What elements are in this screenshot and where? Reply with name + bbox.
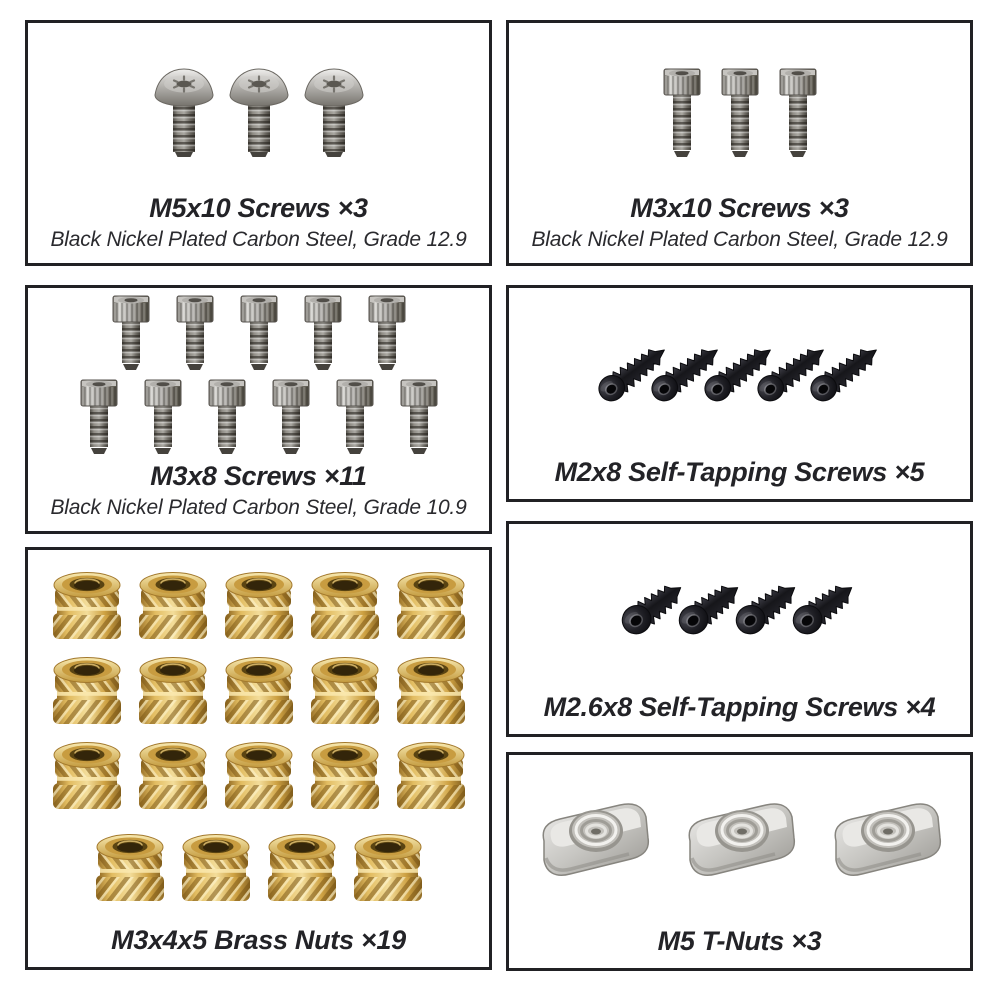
brass-insert-icon <box>134 739 212 813</box>
m2x8-screws-image <box>509 288 970 456</box>
button-head-screw-icon <box>152 65 216 161</box>
brass-insert-icon <box>306 569 384 643</box>
panel-caption <box>509 456 970 499</box>
brass-nuts-image <box>28 550 489 924</box>
self-tapping-screw-icon-wrap <box>683 577 740 637</box>
brass-insert-icon <box>263 831 341 905</box>
t-nuts-image <box>509 755 970 925</box>
panel-subtitle: Black Nickel Plated Carbon Steel, Grade 12.9 <box>50 227 467 251</box>
socket-cap-screw-icon <box>175 293 215 372</box>
brass-insert-icon <box>48 739 126 813</box>
brass-insert-icon <box>177 831 255 905</box>
t-nut-icon <box>536 794 652 886</box>
m2.6x8-screws-image <box>509 524 970 691</box>
socket-cap-screw-icon <box>239 293 279 372</box>
m5x10-screws-image <box>28 23 489 192</box>
panel-subtitle: Black Nickel Plated Carbon Steel, Grade 12.9 <box>531 227 948 251</box>
brass-insert-icon <box>392 569 470 643</box>
brass-insert-icon <box>220 654 298 728</box>
panel-caption <box>28 460 489 531</box>
panel-caption <box>509 192 970 263</box>
parts-row <box>662 66 818 159</box>
brass-insert-icon <box>349 831 427 905</box>
button-head-screw-icon <box>227 65 291 161</box>
m3x10-screws-image <box>509 23 970 192</box>
parts-row <box>48 569 470 643</box>
brass-insert-icon <box>392 654 470 728</box>
panel-caption <box>28 924 489 967</box>
parts-row <box>152 65 366 161</box>
parts-row <box>48 739 470 813</box>
socket-cap-screw-icon <box>271 377 311 456</box>
socket-cap-screw-icon <box>303 293 343 372</box>
parts-row <box>111 293 407 372</box>
m3x8-screws-image <box>28 288 489 460</box>
panel-caption <box>509 925 970 968</box>
parts-row <box>79 377 439 456</box>
self-tapping-screw-icon-wrap <box>819 340 872 404</box>
panel-title: M3x4x5 Brass Nuts ×19 <box>111 924 406 955</box>
parts-row <box>536 794 944 886</box>
button-head-screw-icon <box>302 65 366 161</box>
brass-insert-icon <box>134 569 212 643</box>
socket-cap-screw-icon <box>335 377 375 456</box>
panel-m3x4x5-brass-nuts <box>25 547 492 970</box>
panel-m5-t-nuts <box>506 752 973 971</box>
brass-insert-icon <box>220 569 298 643</box>
socket-cap-screw-icon <box>720 66 760 159</box>
socket-cap-screw-icon <box>143 377 183 456</box>
panel-m3x8-screws <box>25 285 492 534</box>
panel-caption <box>28 192 489 263</box>
brass-insert-icon <box>48 569 126 643</box>
socket-cap-screw-icon <box>111 293 151 372</box>
t-nut-icon <box>682 794 798 886</box>
parts-row <box>626 577 854 637</box>
panel-m2.6x8-self-tapping-screws <box>506 521 973 737</box>
panel-m2x8-self-tapping-screws <box>506 285 973 502</box>
brass-insert-icon <box>306 654 384 728</box>
panel-title: M3x10 Screws ×3 <box>630 193 849 224</box>
brass-insert-icon <box>392 739 470 813</box>
t-nut-icon <box>828 794 944 886</box>
panel-caption <box>509 691 970 734</box>
panel-title: M2.6x8 Self-Tapping Screws ×4 <box>543 691 936 722</box>
socket-cap-screw-icon <box>662 66 702 159</box>
self-tapping-screw-icon-wrap <box>797 577 854 637</box>
socket-cap-screw-icon <box>367 293 407 372</box>
socket-cap-screw-icon <box>79 377 119 456</box>
brass-insert-icon <box>306 739 384 813</box>
socket-cap-screw-icon <box>778 66 818 159</box>
parts-row <box>607 340 872 404</box>
panel-title: M3x8 Screws ×11 <box>150 461 367 492</box>
parts-row <box>48 654 470 728</box>
parts-row <box>91 831 427 905</box>
socket-cap-screw-icon <box>207 377 247 456</box>
panel-m3x10-screws <box>506 20 973 266</box>
self-tapping-screw-icon-wrap <box>626 577 683 637</box>
brass-insert-icon <box>91 831 169 905</box>
brass-insert-icon <box>220 739 298 813</box>
self-tapping-screw-icon-wrap <box>740 577 797 637</box>
socket-cap-screw-icon <box>399 377 439 456</box>
brass-insert-icon <box>48 654 126 728</box>
panel-m5x10-screws <box>25 20 492 266</box>
panel-title: M5x10 Screws ×3 <box>149 193 368 224</box>
panel-title: M5 T-Nuts ×3 <box>657 925 822 956</box>
panel-title: M2x8 Self-Tapping Screws ×5 <box>554 456 925 487</box>
brass-insert-icon <box>134 654 212 728</box>
panel-subtitle: Black Nickel Plated Carbon Steel, Grade 10.9 <box>50 495 467 519</box>
